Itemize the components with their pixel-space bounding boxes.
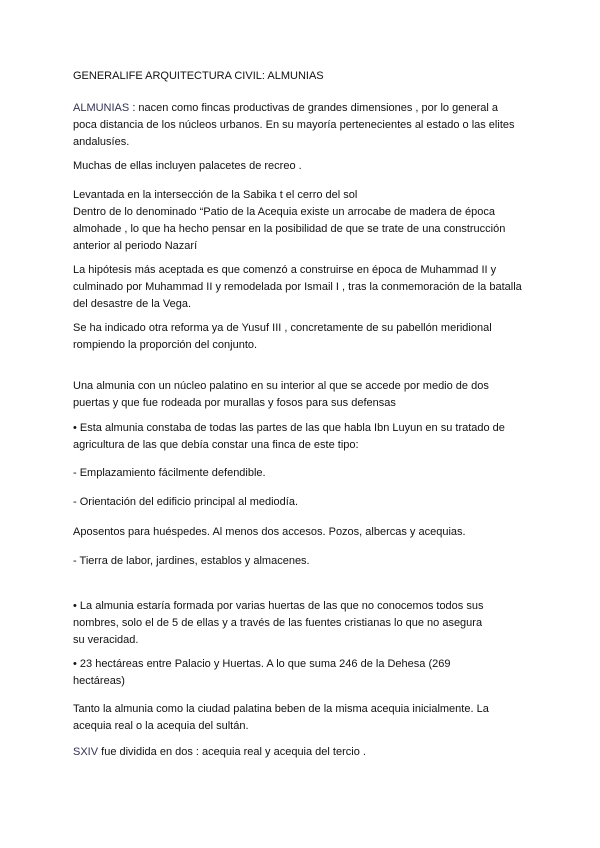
paragraph-line: agricultura de las que debía constar una finca de este tipo: [73, 439, 359, 451]
line-text: fue dividida en dos : acequia real y acequia del tercio . [101, 746, 366, 758]
paragraph-aposentos [73, 524, 533, 541]
paragraph-line: Dentro de lo denominado “Patio de la Acequia existe un arrocabe de madera de época [73, 206, 495, 218]
paragraph-line: culminado por Muhammad II y remodelada por Ismail I , tras la conmemoración de la batalla [73, 281, 522, 293]
paragraph-line: hectáreas) [73, 675, 125, 687]
line-text: : nacen como fincas productivas de grandes dimensiones , por lo general a [132, 102, 498, 114]
paragraph-almunias-definition [73, 100, 533, 151]
paragraph-line: rompiendo la proporción del conjunto. [73, 339, 258, 351]
paragraph-line: del desastre de la Vega. [73, 298, 192, 310]
paragraph-palatine-core [73, 378, 533, 412]
list-item-orientation [73, 494, 533, 511]
paragraph-sxiv [73, 744, 533, 761]
paragraph-line: La hipótesis más aceptada es que comenzó a construirse en época de Muhammad II y [73, 264, 497, 276]
paragraph-palacetes [73, 158, 533, 175]
paragraph-line: Aposentos para huéspedes. Al menos dos accesos. Pozos, albercas y acequias. [73, 526, 466, 538]
paragraph-line: • La almunia estaría formada por varias huertas de las que no conocemos todos sus [73, 600, 484, 612]
paragraph-line: acequia real o la acequia del sultán. [73, 720, 249, 732]
term-label: ALMUNIAS [73, 102, 130, 114]
paragraph-line: puertas y que fue rodeada por murallas y fosos para sus defensas [73, 397, 396, 409]
paragraph-hypothesis [73, 262, 533, 313]
paragraph-line: andalusíes. [73, 136, 130, 148]
paragraph-hectareas [73, 656, 533, 690]
paragraph-line [73, 744, 533, 761]
paragraph-line: nombres, solo el de 5 de ellas y a través de las fuentes cristianas lo que no asegura [73, 617, 483, 629]
paragraph-line: - Emplazamiento fácilmente defendible. [73, 467, 266, 479]
paragraph-line: poca distancia de los núcleos urbanos. En su mayoría pertenecientes al estado o las elites [73, 119, 515, 131]
paragraph-location [73, 187, 533, 255]
paragraph-reform [73, 320, 533, 354]
paragraph-line: - Tierra de labor, jardines, establos y almacenes. [73, 555, 310, 567]
paragraph-line: Se ha indicado otra reforma ya de Yusuf III , concretamente de su pabellón meridional [73, 322, 492, 334]
paragraph-line: almohade , lo que ha hecho pensar en la posibilidad de que se trate de una construcción [73, 223, 506, 235]
paragraph-line: Levantada en la intersección de la Sabika t el cerro del sol [73, 189, 358, 201]
paragraph-line: • Esta almunia constaba de todas las partes de las que habla Ibn Luyun en su tratado de [73, 422, 505, 434]
paragraph-line: anterior al periodo Nazarí [73, 240, 198, 252]
paragraph-line: Muchas de ellas incluyen palacetes de recreo . [73, 160, 302, 172]
paragraph-line: su veracidad. [73, 634, 139, 646]
paragraph-acequia [73, 701, 533, 735]
paragraph-ibn-luyun [73, 420, 533, 454]
list-item-tierra [73, 553, 533, 570]
title-text: GENERALIFE ARQUITECTURA CIVIL: ALMUNIAS [73, 70, 324, 82]
paragraph-line: Tanto la almunia como la ciudad palatina beben de la misma acequia inicialmente. La [73, 703, 489, 715]
document-title [73, 68, 533, 85]
century-label: SXIV [73, 746, 99, 758]
paragraph-line [73, 100, 533, 117]
paragraph-line: - Orientación del edificio principal al mediodía. [73, 496, 299, 508]
paragraph-line: Una almunia con un núcleo palatino en su interior al que se accede por medio de dos [73, 380, 489, 392]
list-item-defensible [73, 465, 533, 482]
paragraph-line: • 23 hectáreas entre Palacio y Huertas. A lo que suma 246 de la Dehesa (269 [73, 658, 451, 670]
paragraph-huertas [73, 598, 533, 649]
